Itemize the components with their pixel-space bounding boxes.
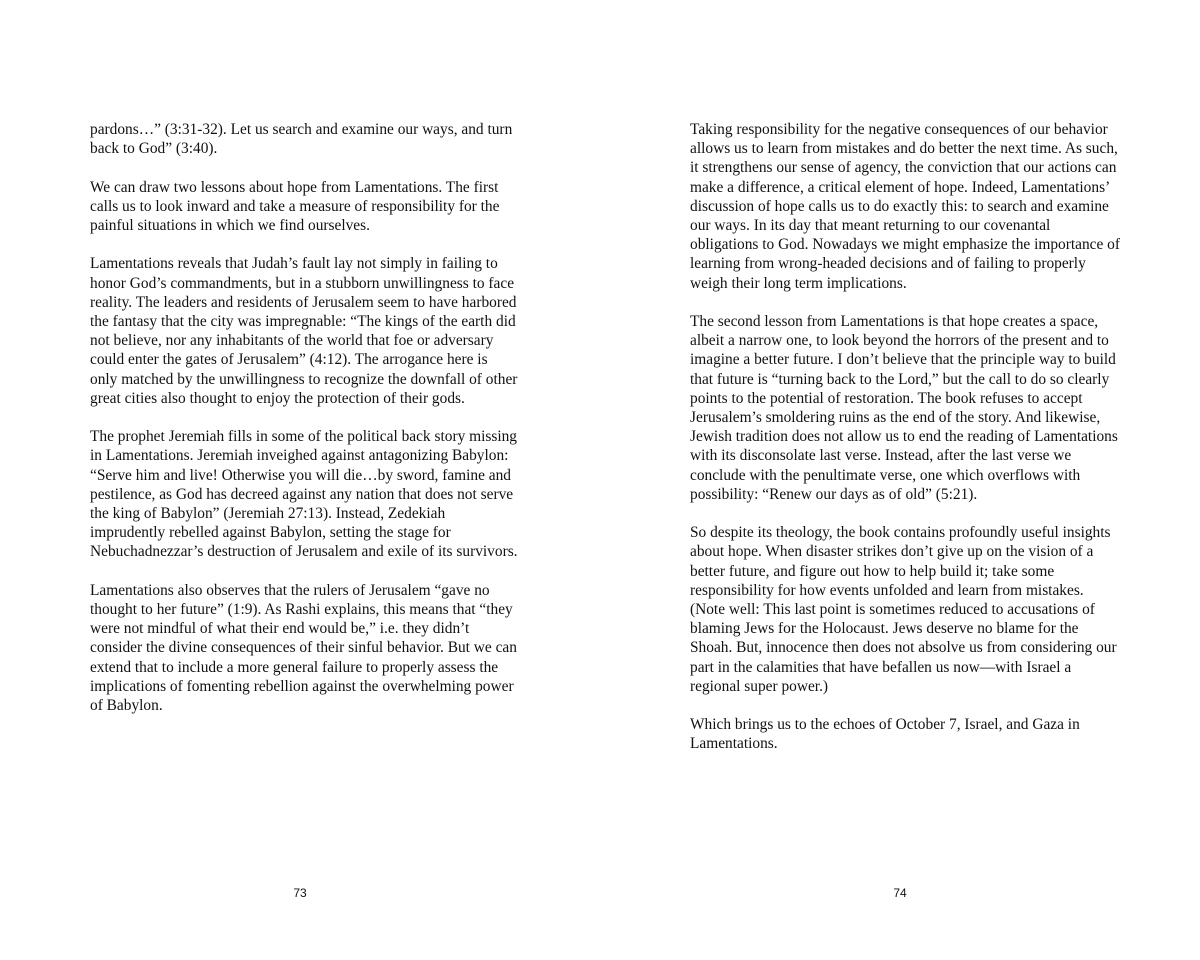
paragraph: Taking responsibility for the negative consequences of our behavior allows us to learn from mistakes and do better the next time. As such, it strengthens our sense of agency, the conviction that our actions can make a difference, a critical element of hope. Indeed, Lamentations’ discussion of hope calls us to do exactly this: to search and examine our ways. In its day that meant returning to our covenantal obligations to God. Nowadays we might emphasize the importance of learning from wrong-headed decisions and of failing to properly weigh their long term implications. (690, 121, 1120, 292)
paragraph: The second lesson from Lamentations is that hope creates a space, albeit a narrow one, to look beyond the horrors of the present and to imagine a better future. I don’t believe that the principle way to build that future is “turning back to the Lord,” but the call to do so clearly points to the potential of restoration. The book refuses to accept Jerusalem’s smoldering ruins as the end of the story. And likewise, Jewish tradition does not allow us to end the reading of Lamentations with its disconsolate last verse. Instead, after the last verse we conclude with the penultimate verse, one which overflows with possibility: “Renew our days as of old” (5:21). (690, 313, 1118, 503)
paragraph: The prophet Jeremiah fills in some of the political back story missing in Lamentations. Jeremiah inveighed against antagonizing Babylon: “Serve him and live! Otherwise you will die…by sword, famine and pestilence, as God has decreed against any nation that does not serve the king of Babylon” (Jeremiah 27:13). Instead, Zedekiah imprudently rebelled against Babylon, setting the stage for Nebuchadnezzar’s destruction of Jerusalem and exile of its survivors. (90, 428, 518, 561)
page-number-right: 74 (893, 886, 907, 900)
paragraph: Lamentations also observes that the rulers of Jerusalem “gave no thought to her future” (1:9). As Rashi explains, this means that “they were not mindful of what their end would be,” i.e. they didn’t consider the divine consequences of their sinful behavior. But we can extend that to include a more general failure to properly assess the implications of fomenting rebellion against the overwhelming power of Babylon. (90, 581, 517, 715)
right-page (600, 0, 1200, 960)
paragraph: Lamentations reveals that Judah’s fault lay not simply in failing to honor God’s commandments, but in a stubborn unwillingness to face reality. The leaders and residents of Jerusalem seem to have harbored the fantasy that the city was impregnable: “The kings of the earth did not believe, nor any inhabitants of the world that foe or adversary could enter the gates of Jerusalem” (4:12). The arrogance here is only matched by the unwillingness to recognize the downfall of other great cities also thought to enjoy the protection of their gods. (90, 255, 518, 407)
left-page-body (90, 120, 518, 734)
paragraph: pardons…” (3:31-32). Let us search and examine our ways, and turn back to God” (3:40). (90, 121, 513, 158)
paragraph: We can draw two lessons about hope from Lamentations. The first calls us to look inward and take a measure of responsibility for the painful situations in which we find ourselves. (90, 178, 500, 234)
paragraph: So despite its theology, the book contains profoundly useful insights about hope. When disaster strikes don’t give up on the vision of a better future, and figure out how to help build it; take some responsibility for how events unfolded and learn from mistakes. (Note well: This last point is sometimes reduced to accusations of blaming Jews for the Holocaust. Jews deserve no blame for the Shoah. But, innocence then does not absolve us from considering our part in the calamities that have befallen us now—with Israel a regional super power.) (690, 524, 1117, 695)
paragraph: Which brings us to the echoes of October 7, Israel, and Gaza in Lamentations. (690, 716, 1080, 753)
page-number-left: 73 (293, 886, 307, 900)
right-page-body (690, 120, 1122, 773)
